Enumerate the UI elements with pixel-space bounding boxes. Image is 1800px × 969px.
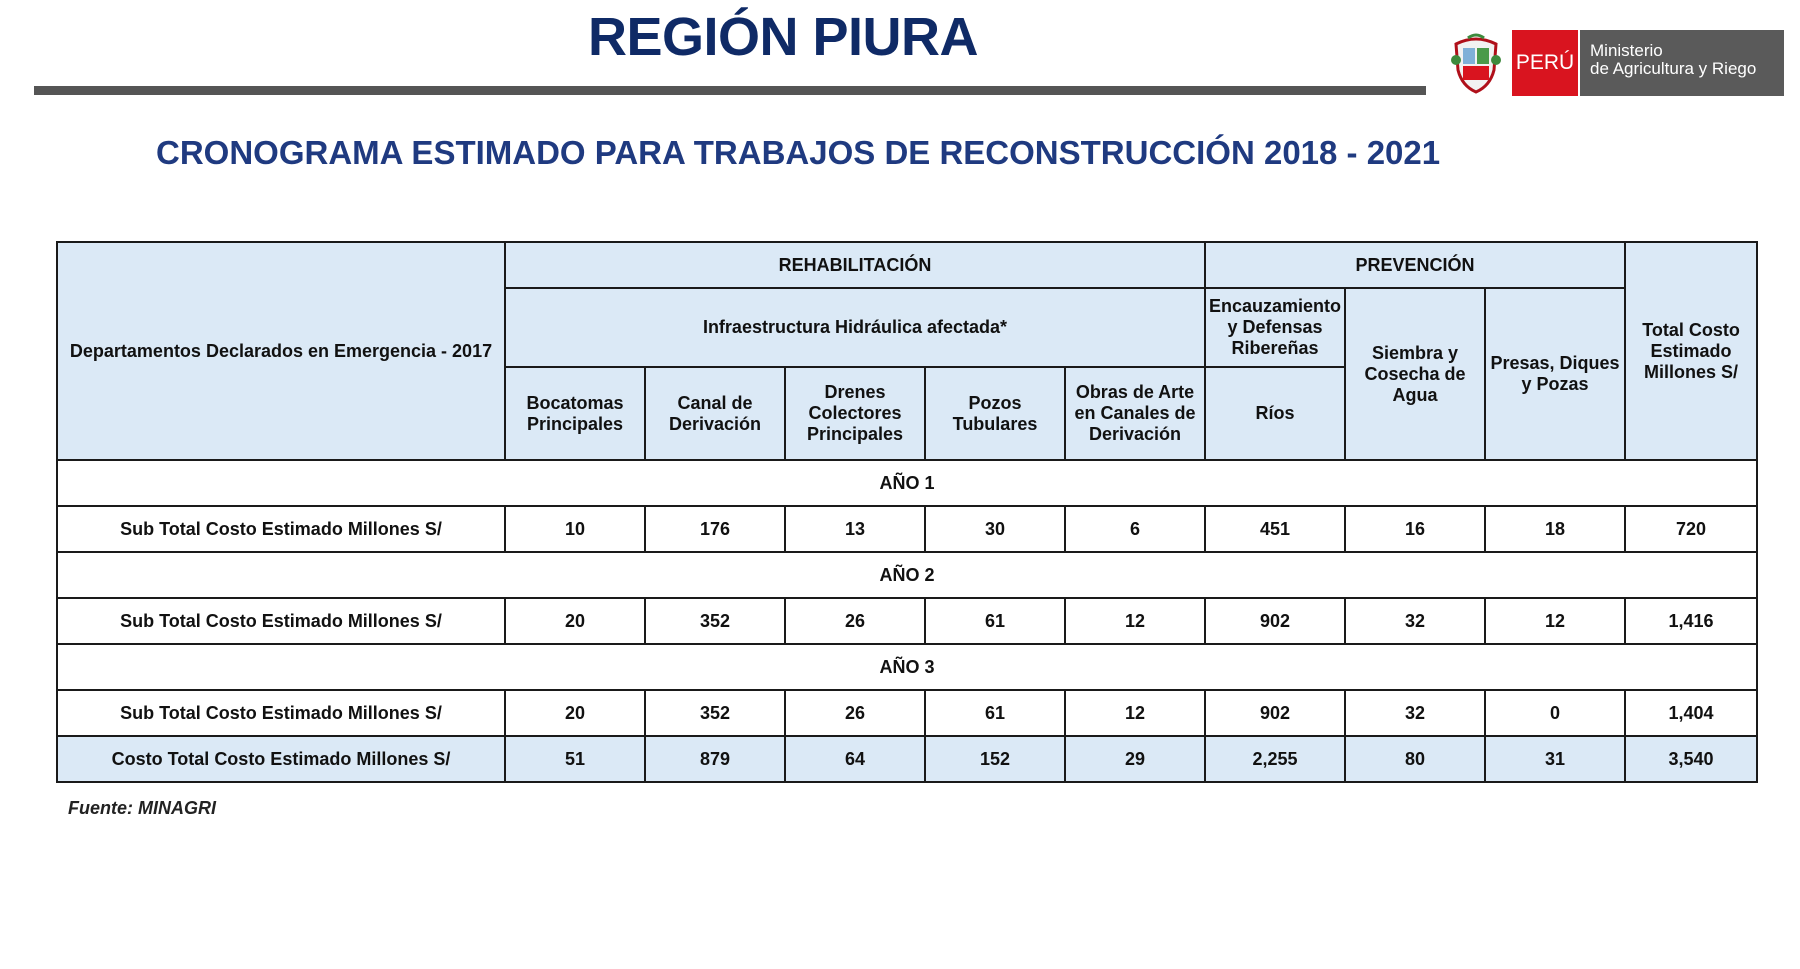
ministry-line-2: de Agricultura y Riego [1590, 59, 1757, 78]
table-cell: 0 [1485, 690, 1625, 736]
table-cell: 30 [925, 506, 1065, 552]
encauzamiento-header: Encauzamiento y Defensas Ribereñas [1205, 288, 1345, 367]
table-cell: 80 [1345, 736, 1485, 782]
infraestructura-header: Infraestructura Hidráulica afectada* [505, 288, 1205, 367]
total-row [57, 736, 1757, 782]
page-title: REGIÓN PIURA [588, 7, 979, 67]
row-label: Sub Total Costo Estimado Millones S/ [57, 690, 505, 736]
table-cell: 6 [1065, 506, 1205, 552]
group-rehabilitacion: REHABILITACIÓN [505, 242, 1205, 288]
col-canal: Canal de Derivación [645, 367, 785, 460]
table-cell: 176 [645, 506, 785, 552]
table-cell: 10 [505, 506, 645, 552]
ministry-logo [1448, 30, 1784, 96]
col-obras-arte: Obras de Arte en Canales de Derivación [1065, 367, 1205, 460]
table-cell: 16 [1345, 506, 1485, 552]
row-label: Sub Total Costo Estimado Millones S/ [57, 598, 505, 644]
col-bocatomas: Bocatomas Principales [505, 367, 645, 460]
col-pozos: Pozos Tubulares [925, 367, 1065, 460]
table-cell: 12 [1065, 598, 1205, 644]
table-cell: 902 [1205, 598, 1345, 644]
table-cell: 61 [925, 690, 1065, 736]
table-cell: 32 [1345, 598, 1485, 644]
year-3-label: AÑO 3 [57, 644, 1757, 690]
table-cell: 64 [785, 736, 925, 782]
table-row [57, 506, 1757, 552]
table-cell: 152 [925, 736, 1065, 782]
table-cell: 720 [1625, 506, 1757, 552]
table-cell: 352 [645, 598, 785, 644]
total-cost-header: Total Costo Estimado Millones S/ [1625, 242, 1757, 460]
col-rios: Ríos [1205, 367, 1345, 460]
table-cell: 26 [785, 690, 925, 736]
table-cell: 2,255 [1205, 736, 1345, 782]
ministry-line-1: Ministerio [1590, 41, 1663, 60]
schedule-title: CRONOGRAMA ESTIMADO PARA TRABAJOS DE RECONSTRUCCIÓN 2018 - 2021 [156, 134, 1441, 171]
table-cell: 1,404 [1625, 690, 1757, 736]
table-cell: 29 [1065, 736, 1205, 782]
table-cell: 32 [1345, 690, 1485, 736]
table-cell: 61 [925, 598, 1065, 644]
table-cell: 1,416 [1625, 598, 1757, 644]
cost-schedule-table [56, 241, 1758, 783]
peru-label: PERÚ [1512, 30, 1578, 96]
table-cell: 902 [1205, 690, 1345, 736]
table-row [57, 690, 1757, 736]
table-cell: 20 [505, 598, 645, 644]
table-cell: 352 [645, 690, 785, 736]
table-cell: 20 [505, 690, 645, 736]
col-drenes: Drenes Colectores Principales [785, 367, 925, 460]
row-label: Costo Total Costo Estimado Millones S/ [57, 736, 505, 782]
table-cell: 879 [645, 736, 785, 782]
table-cell: 51 [505, 736, 645, 782]
title-divider [34, 86, 1426, 95]
table-cell: 13 [785, 506, 925, 552]
coat-of-arms-icon [1448, 30, 1504, 96]
year-1-label: AÑO 1 [57, 460, 1757, 506]
table-cell: 18 [1485, 506, 1625, 552]
year-2-label: AÑO 2 [57, 552, 1757, 598]
table-cell: 31 [1485, 736, 1625, 782]
table-cell: 3,540 [1625, 736, 1757, 782]
table-cell: 12 [1485, 598, 1625, 644]
table-cell: 12 [1065, 690, 1205, 736]
source-note: Fuente: MINAGRI [68, 798, 216, 818]
group-prevencion: PREVENCIÓN [1205, 242, 1625, 288]
table-cell: 451 [1205, 506, 1345, 552]
table-row [57, 598, 1757, 644]
col-siembra: Siembra y Cosecha de Agua [1345, 288, 1485, 460]
row-label: Sub Total Costo Estimado Millones S/ [57, 506, 505, 552]
col-presas: Presas, Diques y Pozas [1485, 288, 1625, 460]
table-cell: 26 [785, 598, 925, 644]
row-header-cell: Departamentos Declarados en Emergencia - 2017 [57, 242, 505, 460]
ministry-name [1578, 30, 1784, 96]
